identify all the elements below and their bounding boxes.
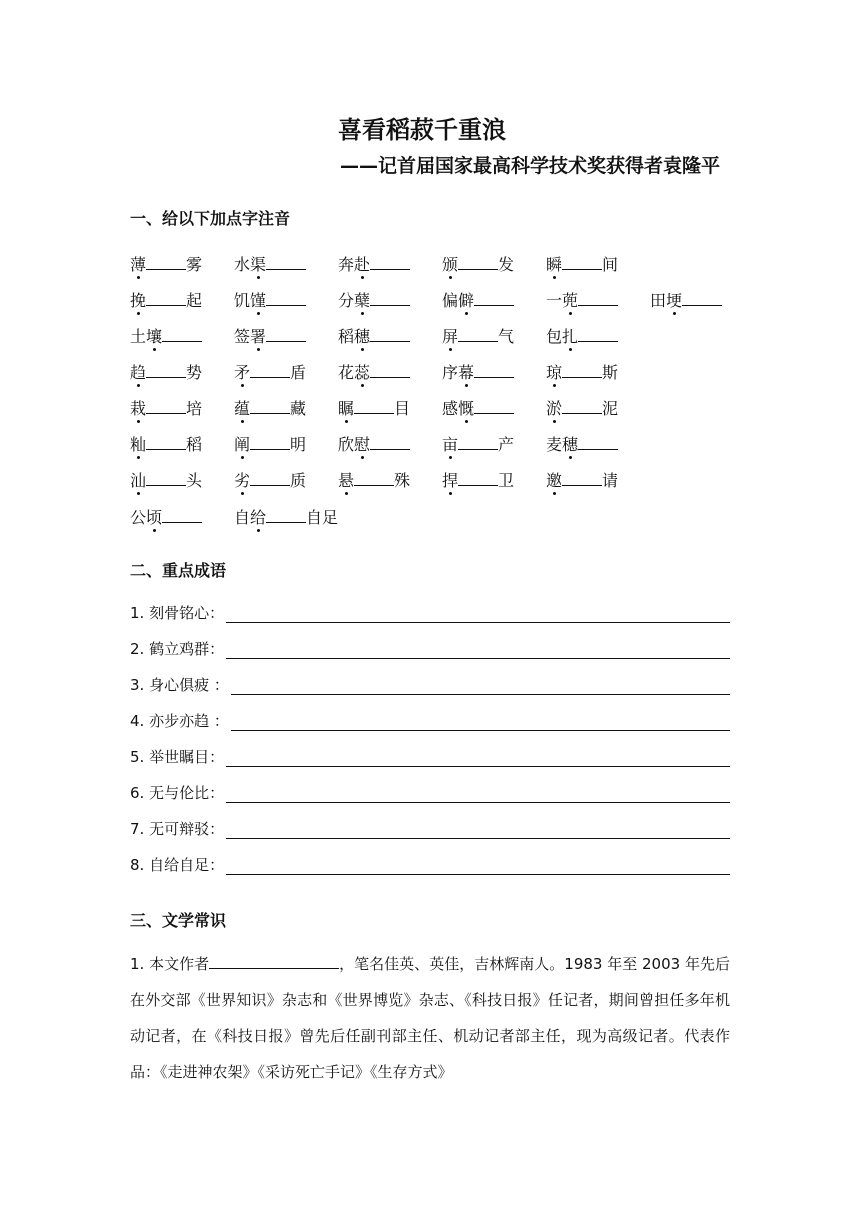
dotted-char: 署 bbox=[250, 327, 267, 346]
word-char: 签 bbox=[234, 327, 251, 346]
dotted-char: 颁 bbox=[442, 255, 459, 274]
word-char: 斯 bbox=[602, 363, 619, 382]
dotted-char: 籼 bbox=[130, 435, 147, 454]
dotted-char: 邀 bbox=[546, 471, 563, 490]
word-char: 头 bbox=[186, 471, 203, 490]
pinyin-item bbox=[338, 396, 410, 419]
idiom-answer-line[interactable] bbox=[226, 788, 730, 803]
word-char: 卫 bbox=[498, 471, 515, 490]
pinyin-blank[interactable] bbox=[370, 326, 410, 342]
pinyin-blank[interactable] bbox=[146, 362, 186, 378]
idiom-label: 4. 亦步亦趋 ： bbox=[130, 712, 229, 730]
section1-heading: 一、给以下加点字注音 bbox=[130, 209, 291, 228]
pinyin-blank[interactable] bbox=[146, 398, 186, 414]
pinyin-item bbox=[546, 360, 618, 383]
pinyin-item bbox=[234, 505, 338, 528]
pinyin-item bbox=[442, 288, 514, 311]
word-char: 田 bbox=[650, 291, 667, 310]
word-char: 间 bbox=[602, 255, 619, 274]
dotted-char: 淤 bbox=[546, 399, 563, 418]
pinyin-blank[interactable] bbox=[266, 290, 306, 306]
pinyin-item bbox=[442, 324, 514, 347]
dotted-char: 蕊 bbox=[354, 363, 371, 382]
word-char: 自 bbox=[234, 508, 251, 527]
word-char: 稻 bbox=[338, 327, 355, 346]
pinyin-blank[interactable] bbox=[458, 254, 498, 270]
pinyin-item bbox=[442, 468, 514, 491]
word-char: 欣 bbox=[338, 435, 355, 454]
dotted-char: 赴 bbox=[354, 255, 371, 274]
pinyin-blank[interactable] bbox=[578, 326, 618, 342]
word-char: 花 bbox=[338, 363, 355, 382]
idiom-answer-line[interactable] bbox=[226, 752, 730, 767]
idiom-row bbox=[130, 746, 730, 767]
word-char: 水 bbox=[234, 255, 251, 274]
word-char: 目 bbox=[394, 399, 411, 418]
pinyin-blank[interactable] bbox=[458, 470, 498, 486]
dotted-char: 悬 bbox=[338, 471, 355, 490]
pinyin-item bbox=[234, 468, 306, 491]
dotted-char: 壤 bbox=[146, 327, 163, 346]
pinyin-blank[interactable] bbox=[250, 362, 290, 378]
pinyin-item bbox=[130, 396, 202, 419]
pinyin-blank[interactable] bbox=[162, 507, 202, 523]
idiom-label: 6. 无与伦比： bbox=[130, 784, 225, 802]
pinyin-item bbox=[130, 252, 202, 275]
dotted-char: 给 bbox=[250, 508, 267, 527]
word-char: 盾 bbox=[290, 363, 307, 382]
pinyin-blank[interactable] bbox=[162, 326, 202, 342]
page-title: 喜看稻菽千重浪 bbox=[338, 116, 506, 144]
pinyin-blank[interactable] bbox=[354, 398, 394, 414]
dotted-char: 穗 bbox=[562, 435, 579, 454]
author-blank[interactable] bbox=[209, 953, 339, 969]
idiom-label: 3. 身心俱疲 ： bbox=[130, 676, 229, 694]
pinyin-item bbox=[338, 360, 410, 383]
dotted-char: 趋 bbox=[130, 363, 147, 382]
pinyin-item bbox=[546, 432, 618, 455]
idiom-row bbox=[130, 638, 730, 659]
pinyin-item bbox=[442, 432, 514, 455]
pinyin-item bbox=[442, 396, 514, 419]
word-char: 感 bbox=[442, 399, 459, 418]
dotted-char: 瞬 bbox=[546, 255, 563, 274]
dotted-char: 劣 bbox=[234, 471, 251, 490]
para-rest: ，笔名佳英、英佳，吉林辉南人。1983 年至 2003 年先后在外交部《世界知识》杂志和《世界博览》杂志、《科技日报》任记者，期间曾担任多年机动记者，在《科技日报》曾先后任副刊部主任、机动记者部主任，现为高级记者。代表作品：《走进神农架》《采访死亡手记》《生存方式》 bbox=[130, 955, 730, 1081]
word-char: 分 bbox=[338, 291, 355, 310]
pinyin-blank[interactable] bbox=[250, 434, 290, 450]
pinyin-blank[interactable] bbox=[578, 434, 618, 450]
dotted-char: 渠 bbox=[250, 255, 267, 274]
pinyin-blank[interactable] bbox=[146, 254, 186, 270]
idiom-answer-line[interactable] bbox=[226, 644, 730, 659]
pinyin-blank[interactable] bbox=[370, 290, 410, 306]
pinyin-item bbox=[546, 468, 618, 491]
pinyin-item bbox=[650, 288, 722, 311]
dotted-char: 慰 bbox=[354, 435, 371, 454]
idiom-answer-line[interactable] bbox=[226, 608, 730, 623]
word-char: 公 bbox=[130, 508, 147, 527]
word-char: 包 bbox=[546, 327, 563, 346]
para-start: 1. 本文作者 bbox=[130, 955, 210, 973]
pinyin-item bbox=[234, 396, 306, 419]
word-char: 偏 bbox=[442, 291, 459, 310]
pinyin-blank[interactable] bbox=[458, 434, 498, 450]
pinyin-item bbox=[338, 468, 410, 491]
idiom-answer-line[interactable] bbox=[231, 680, 730, 695]
section2-heading: 二、重点成语 bbox=[130, 561, 227, 580]
word-char: 饥 bbox=[234, 291, 251, 310]
pinyin-item bbox=[234, 288, 306, 311]
pinyin-item bbox=[130, 324, 202, 347]
pinyin-blank[interactable] bbox=[354, 470, 394, 486]
word-char: 培 bbox=[186, 399, 203, 418]
page-subtitle: ——记首届国家最高科学技术奖获得者袁隆平 bbox=[340, 155, 721, 177]
dotted-char: 穗 bbox=[354, 327, 371, 346]
pinyin-item bbox=[234, 252, 306, 275]
pinyin-blank[interactable] bbox=[370, 434, 410, 450]
dotted-char: 阐 bbox=[234, 435, 251, 454]
pinyin-item bbox=[130, 360, 202, 383]
word-char: 产 bbox=[498, 435, 515, 454]
literature-paragraph bbox=[130, 946, 730, 1090]
pinyin-blank[interactable] bbox=[266, 326, 306, 342]
pinyin-item bbox=[546, 396, 618, 419]
pinyin-blank[interactable] bbox=[146, 434, 186, 450]
word-char: 土 bbox=[130, 327, 147, 346]
pinyin-item bbox=[234, 324, 306, 347]
dotted-char: 幕 bbox=[458, 363, 475, 382]
dotted-char: 栽 bbox=[130, 399, 147, 418]
pinyin-blank[interactable] bbox=[370, 362, 410, 378]
word-char: 殊 bbox=[394, 471, 411, 490]
word-char: 雾 bbox=[186, 255, 203, 274]
pinyin-blank[interactable] bbox=[474, 398, 514, 414]
pinyin-item bbox=[546, 324, 618, 347]
word-char: 质 bbox=[290, 471, 307, 490]
word-char: 麦 bbox=[546, 435, 563, 454]
pinyin-blank[interactable] bbox=[370, 254, 410, 270]
dotted-char: 蔸 bbox=[562, 291, 579, 310]
pinyin-item bbox=[338, 324, 410, 347]
pinyin-blank[interactable] bbox=[562, 254, 602, 270]
dotted-char: 琼 bbox=[546, 363, 563, 382]
idiom-answer-line[interactable] bbox=[231, 716, 730, 731]
dotted-char: 亩 bbox=[442, 435, 459, 454]
word-char: 起 bbox=[186, 291, 203, 310]
idiom-label: 1. 刻骨铭心： bbox=[130, 604, 225, 622]
word-char: 泥 bbox=[602, 399, 619, 418]
pinyin-blank[interactable] bbox=[578, 290, 618, 306]
word-char: 序 bbox=[442, 363, 459, 382]
pinyin-item bbox=[442, 360, 514, 383]
word-char: 发 bbox=[498, 255, 515, 274]
pinyin-item bbox=[130, 505, 202, 528]
word-char: 自足 bbox=[306, 508, 339, 527]
dotted-char: 瞩 bbox=[338, 399, 355, 418]
pinyin-item bbox=[546, 288, 618, 311]
word-char: 气 bbox=[498, 327, 515, 346]
pinyin-item bbox=[234, 360, 306, 383]
idiom-label: 8. 自给自足： bbox=[130, 856, 225, 874]
word-char: 明 bbox=[290, 435, 307, 454]
idiom-label: 2. 鹤立鸡群： bbox=[130, 640, 225, 658]
dotted-char: 慨 bbox=[458, 399, 475, 418]
pinyin-blank[interactable] bbox=[266, 507, 306, 523]
pinyin-item bbox=[442, 252, 514, 275]
pinyin-item bbox=[234, 432, 306, 455]
pinyin-blank[interactable] bbox=[250, 470, 290, 486]
pinyin-blank[interactable] bbox=[562, 398, 602, 414]
dotted-char: 僻 bbox=[458, 291, 475, 310]
idiom-row bbox=[130, 782, 730, 803]
word-char: 稻 bbox=[186, 435, 203, 454]
idiom-row bbox=[130, 818, 730, 839]
dotted-char: 扎 bbox=[562, 327, 579, 346]
section3-heading: 三、文学常识 bbox=[130, 911, 227, 930]
pinyin-blank[interactable] bbox=[250, 398, 290, 414]
dotted-char: 挽 bbox=[130, 291, 147, 310]
idiom-row bbox=[130, 674, 730, 695]
pinyin-blank[interactable] bbox=[562, 362, 602, 378]
dotted-char: 蕴 bbox=[234, 399, 251, 418]
pinyin-blank[interactable] bbox=[474, 290, 514, 306]
pinyin-blank[interactable] bbox=[682, 290, 722, 306]
dotted-char: 汕 bbox=[130, 471, 147, 490]
pinyin-item bbox=[130, 432, 202, 455]
word-char: 奔 bbox=[338, 255, 355, 274]
idiom-answer-line[interactable] bbox=[226, 860, 730, 875]
pinyin-item bbox=[338, 288, 410, 311]
pinyin-item bbox=[546, 252, 618, 275]
pinyin-blank[interactable] bbox=[458, 326, 498, 342]
pinyin-blank[interactable] bbox=[474, 362, 514, 378]
idiom-row bbox=[130, 710, 730, 731]
dotted-char: 馑 bbox=[250, 291, 267, 310]
dotted-char: 屏 bbox=[442, 327, 459, 346]
idiom-row bbox=[130, 854, 730, 875]
pinyin-blank[interactable] bbox=[146, 470, 186, 486]
dotted-char: 捍 bbox=[442, 471, 459, 490]
pinyin-item bbox=[338, 252, 410, 275]
dotted-char: 矛 bbox=[234, 363, 251, 382]
pinyin-item bbox=[130, 468, 202, 491]
word-char: 势 bbox=[186, 363, 203, 382]
idiom-row bbox=[130, 602, 730, 623]
idiom-label: 5. 举世瞩目： bbox=[130, 748, 225, 766]
idiom-answer-line[interactable] bbox=[226, 824, 730, 839]
dotted-char: 薄 bbox=[130, 255, 147, 274]
dotted-char: 蘖 bbox=[354, 291, 371, 310]
idiom-label: 7. 无可辩驳： bbox=[130, 820, 225, 838]
pinyin-blank[interactable] bbox=[266, 254, 306, 270]
pinyin-blank[interactable] bbox=[146, 290, 186, 306]
word-char: 请 bbox=[602, 471, 619, 490]
dotted-char: 埂 bbox=[666, 291, 683, 310]
dotted-char: 顷 bbox=[146, 508, 163, 527]
pinyin-item bbox=[338, 432, 410, 455]
pinyin-blank[interactable] bbox=[562, 470, 602, 486]
word-char: 藏 bbox=[290, 399, 307, 418]
pinyin-item bbox=[130, 288, 202, 311]
word-char: 一 bbox=[546, 291, 563, 310]
